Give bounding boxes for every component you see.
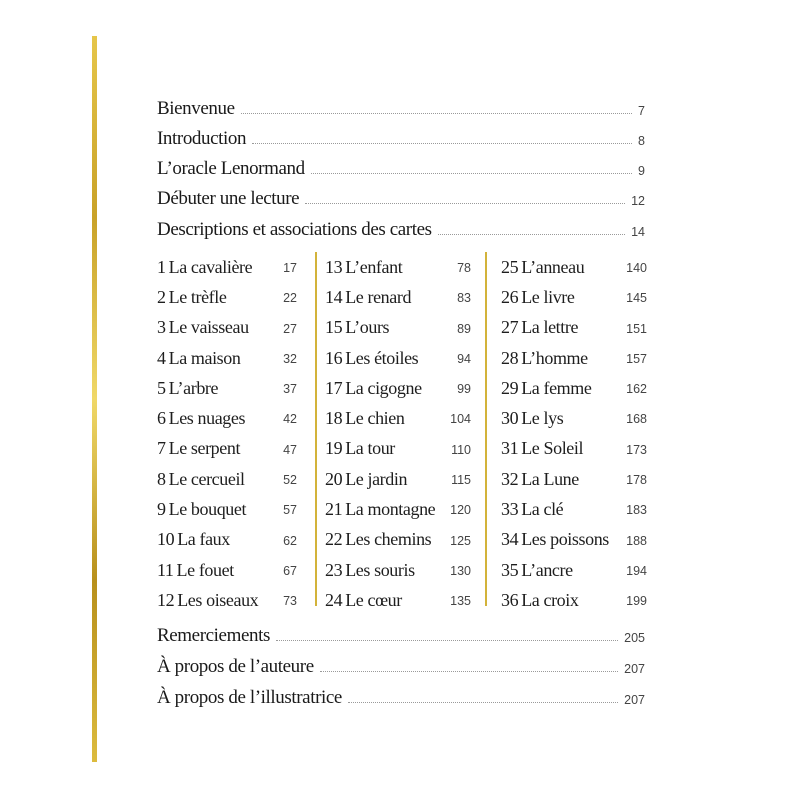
toc-entry-page: 207 bbox=[624, 662, 645, 676]
card-entry[interactable] bbox=[325, 525, 471, 555]
card-entry[interactable] bbox=[157, 373, 297, 403]
card-number: 10 bbox=[157, 529, 175, 550]
card-number: 3 bbox=[157, 317, 166, 338]
card-entry[interactable] bbox=[501, 403, 647, 433]
card-page: 94 bbox=[457, 351, 471, 366]
card-name: L’ours bbox=[345, 317, 390, 338]
card-number: 33 bbox=[501, 499, 519, 520]
card-page: 37 bbox=[283, 382, 297, 397]
dot-leader bbox=[276, 640, 618, 641]
card-entry[interactable] bbox=[157, 403, 297, 433]
card-name: L’homme bbox=[521, 347, 588, 368]
card-number: 28 bbox=[501, 347, 519, 368]
card-page: 120 bbox=[450, 503, 471, 518]
toc-entry-debuter[interactable] bbox=[157, 184, 645, 210]
toc-entry-title: À propos de l’auteure bbox=[157, 656, 314, 677]
card-entry[interactable] bbox=[325, 555, 471, 585]
card-entry[interactable] bbox=[325, 252, 471, 282]
toc-entry-title: À propos de l’illustratrice bbox=[157, 687, 342, 708]
toc-entry-page: 207 bbox=[624, 693, 645, 707]
toc-entry-title: Introduction bbox=[157, 128, 247, 149]
card-page: 32 bbox=[283, 351, 297, 366]
card-number: 20 bbox=[325, 468, 343, 489]
card-name: Le jardin bbox=[345, 468, 408, 489]
card-name: Le chien bbox=[345, 408, 405, 429]
card-entry[interactable] bbox=[501, 525, 647, 555]
card-entry[interactable] bbox=[325, 313, 471, 343]
card-name: Le lys bbox=[521, 408, 564, 429]
card-entry[interactable] bbox=[325, 434, 471, 464]
card-entry[interactable] bbox=[325, 494, 471, 524]
card-entry[interactable] bbox=[501, 434, 647, 464]
toc-entry-remerciements[interactable] bbox=[157, 621, 645, 647]
card-number: 17 bbox=[325, 377, 343, 398]
card-number: 19 bbox=[325, 438, 343, 459]
dot-leader bbox=[311, 173, 632, 174]
card-number: 26 bbox=[501, 286, 519, 307]
toc-entry-descriptions[interactable] bbox=[157, 215, 645, 241]
card-page: 62 bbox=[283, 533, 297, 548]
card-page: 173 bbox=[626, 442, 647, 457]
card-name: L’enfant bbox=[345, 256, 403, 277]
dot-leader bbox=[438, 234, 625, 235]
toc-entry-title: L’oracle Lenormand bbox=[157, 158, 305, 179]
toc-entry-page: 14 bbox=[631, 225, 645, 239]
card-name: Les poissons bbox=[521, 529, 609, 550]
card-entry[interactable] bbox=[325, 343, 471, 373]
dot-leader bbox=[348, 702, 618, 703]
card-page: 178 bbox=[626, 473, 647, 488]
card-entry[interactable] bbox=[157, 282, 297, 312]
card-column-2 bbox=[325, 252, 471, 616]
card-number: 22 bbox=[325, 529, 343, 550]
toc-entry-page: 12 bbox=[631, 194, 645, 208]
card-column-1 bbox=[157, 252, 297, 616]
card-number: 35 bbox=[501, 559, 519, 580]
card-entry[interactable] bbox=[157, 343, 297, 373]
card-number: 29 bbox=[501, 377, 519, 398]
card-page: 140 bbox=[626, 261, 647, 275]
card-name: Le bouquet bbox=[168, 499, 247, 520]
dot-leader bbox=[252, 143, 632, 144]
card-name: Les oiseaux bbox=[177, 589, 259, 610]
card-page: 194 bbox=[626, 563, 647, 578]
card-page: 151 bbox=[626, 321, 647, 336]
card-page: 168 bbox=[626, 412, 647, 427]
card-name: La tour bbox=[345, 438, 395, 459]
card-name: La maison bbox=[168, 347, 241, 368]
card-page: 110 bbox=[451, 442, 471, 457]
card-number: 9 bbox=[157, 499, 166, 520]
card-name: La lettre bbox=[521, 317, 579, 338]
card-number: 24 bbox=[325, 589, 343, 610]
card-name: La faux bbox=[177, 529, 230, 550]
card-name: La clé bbox=[521, 499, 564, 520]
toc-entry-illustratrice[interactable] bbox=[157, 683, 645, 709]
card-page: 73 bbox=[283, 594, 297, 609]
card-name: L’ancre bbox=[521, 559, 573, 580]
card-page: 78 bbox=[457, 261, 471, 275]
card-number: 15 bbox=[325, 317, 343, 338]
toc-entry-auteure[interactable] bbox=[157, 652, 645, 678]
toc-entry-introduction[interactable] bbox=[157, 124, 645, 150]
card-number: 30 bbox=[501, 408, 519, 429]
card-entry[interactable] bbox=[501, 343, 647, 373]
card-number: 2 bbox=[157, 286, 166, 307]
card-page: 188 bbox=[626, 533, 647, 548]
card-name: Les nuages bbox=[168, 408, 246, 429]
toc-entry-title: Descriptions et associations des cartes bbox=[157, 219, 432, 240]
card-number: 14 bbox=[325, 286, 343, 307]
card-name: La cigogne bbox=[345, 377, 422, 398]
card-page: 104 bbox=[450, 412, 471, 427]
card-number: 21 bbox=[325, 499, 343, 520]
card-page: 17 bbox=[283, 261, 297, 275]
toc-entry-page: 8 bbox=[638, 134, 645, 148]
card-name: Les chemins bbox=[345, 529, 432, 550]
toc-entry-title: Remerciements bbox=[157, 625, 270, 646]
card-column-3 bbox=[501, 252, 647, 616]
toc-entry-page: 205 bbox=[624, 631, 645, 645]
card-name: Le trèfle bbox=[168, 286, 227, 307]
card-name: La femme bbox=[521, 377, 592, 398]
card-number: 23 bbox=[325, 559, 343, 580]
gold-edge-bar bbox=[92, 36, 97, 762]
card-name: Le vaisseau bbox=[168, 317, 249, 338]
column-divider bbox=[485, 252, 487, 606]
card-page: 67 bbox=[283, 563, 297, 578]
card-list bbox=[157, 252, 647, 614]
card-entry[interactable] bbox=[157, 434, 297, 464]
card-name: Les étoiles bbox=[345, 347, 419, 368]
card-name: Le livre bbox=[521, 286, 575, 307]
card-entry[interactable] bbox=[157, 464, 297, 494]
card-number: 34 bbox=[501, 529, 519, 550]
column-divider bbox=[315, 252, 317, 606]
toc-entry-bienvenue[interactable] bbox=[157, 94, 645, 120]
card-name: La cavalière bbox=[168, 256, 253, 277]
toc-entry-title: Bienvenue bbox=[157, 98, 235, 119]
card-page: 157 bbox=[626, 351, 647, 366]
card-name: Le cercueil bbox=[168, 468, 245, 489]
card-page: 99 bbox=[457, 382, 471, 397]
card-entry[interactable] bbox=[325, 282, 471, 312]
card-page: 145 bbox=[626, 291, 647, 306]
card-name: Le renard bbox=[345, 286, 412, 307]
card-entry[interactable] bbox=[157, 525, 297, 555]
card-page: 183 bbox=[626, 503, 647, 518]
card-entry[interactable] bbox=[501, 252, 647, 282]
card-entry[interactable] bbox=[501, 282, 647, 312]
card-name: Le serpent bbox=[168, 438, 241, 459]
card-name: La croix bbox=[521, 589, 579, 610]
card-entry[interactable] bbox=[157, 494, 297, 524]
card-number: 12 bbox=[157, 589, 175, 610]
card-number: 25 bbox=[501, 256, 519, 277]
card-entry[interactable] bbox=[157, 585, 297, 615]
dot-leader bbox=[305, 203, 625, 204]
card-page: 199 bbox=[626, 594, 647, 609]
card-entry[interactable] bbox=[501, 494, 647, 524]
card-number: 1 bbox=[157, 256, 166, 277]
card-page: 115 bbox=[451, 473, 471, 488]
card-name: La montagne bbox=[345, 499, 436, 520]
card-page: 130 bbox=[450, 563, 471, 578]
card-number: 8 bbox=[157, 468, 166, 489]
toc-entry-oracle[interactable] bbox=[157, 154, 645, 180]
card-page: 22 bbox=[283, 291, 297, 306]
card-number: 32 bbox=[501, 468, 519, 489]
card-entry[interactable] bbox=[325, 585, 471, 615]
toc-entry-page: 9 bbox=[638, 164, 645, 178]
card-entry[interactable] bbox=[325, 464, 471, 494]
card-number: 4 bbox=[157, 347, 166, 368]
card-entry[interactable] bbox=[157, 252, 297, 282]
card-name: Les souris bbox=[345, 559, 415, 580]
card-entry[interactable] bbox=[501, 555, 647, 585]
card-entry[interactable] bbox=[325, 373, 471, 403]
card-number: 5 bbox=[157, 377, 166, 398]
dot-leader bbox=[320, 671, 618, 672]
card-name: Le cœur bbox=[345, 589, 402, 610]
card-page: 135 bbox=[450, 594, 471, 609]
card-name: Le fouet bbox=[176, 559, 234, 580]
card-entry[interactable] bbox=[501, 464, 647, 494]
card-number: 11 bbox=[157, 559, 174, 580]
card-number: 27 bbox=[501, 317, 519, 338]
card-page: 162 bbox=[626, 382, 647, 397]
card-page: 83 bbox=[457, 291, 471, 306]
card-page: 52 bbox=[283, 473, 297, 488]
card-number: 6 bbox=[157, 408, 166, 429]
card-number: 36 bbox=[501, 589, 519, 610]
card-page: 47 bbox=[283, 442, 297, 457]
card-page: 89 bbox=[457, 321, 471, 336]
card-number: 7 bbox=[157, 438, 166, 459]
card-name: La Lune bbox=[521, 468, 579, 489]
card-name: Le Soleil bbox=[521, 438, 584, 459]
card-page: 125 bbox=[450, 533, 471, 548]
card-entry[interactable] bbox=[157, 555, 297, 585]
card-entry[interactable] bbox=[501, 585, 647, 615]
card-number: 13 bbox=[325, 256, 343, 277]
card-name: L’arbre bbox=[168, 377, 219, 398]
card-page: 57 bbox=[283, 503, 297, 518]
toc-entry-page: 7 bbox=[638, 104, 645, 118]
toc-entry-title: Débuter une lecture bbox=[157, 188, 300, 209]
dot-leader bbox=[241, 113, 632, 114]
card-name: L’anneau bbox=[521, 256, 585, 277]
card-entry[interactable] bbox=[157, 313, 297, 343]
card-number: 16 bbox=[325, 347, 343, 368]
card-entry[interactable] bbox=[501, 373, 647, 403]
card-page: 42 bbox=[283, 412, 297, 427]
card-entry[interactable] bbox=[501, 313, 647, 343]
card-number: 18 bbox=[325, 408, 343, 429]
card-number: 31 bbox=[501, 438, 519, 459]
card-page: 27 bbox=[283, 321, 297, 336]
card-entry[interactable] bbox=[325, 403, 471, 433]
